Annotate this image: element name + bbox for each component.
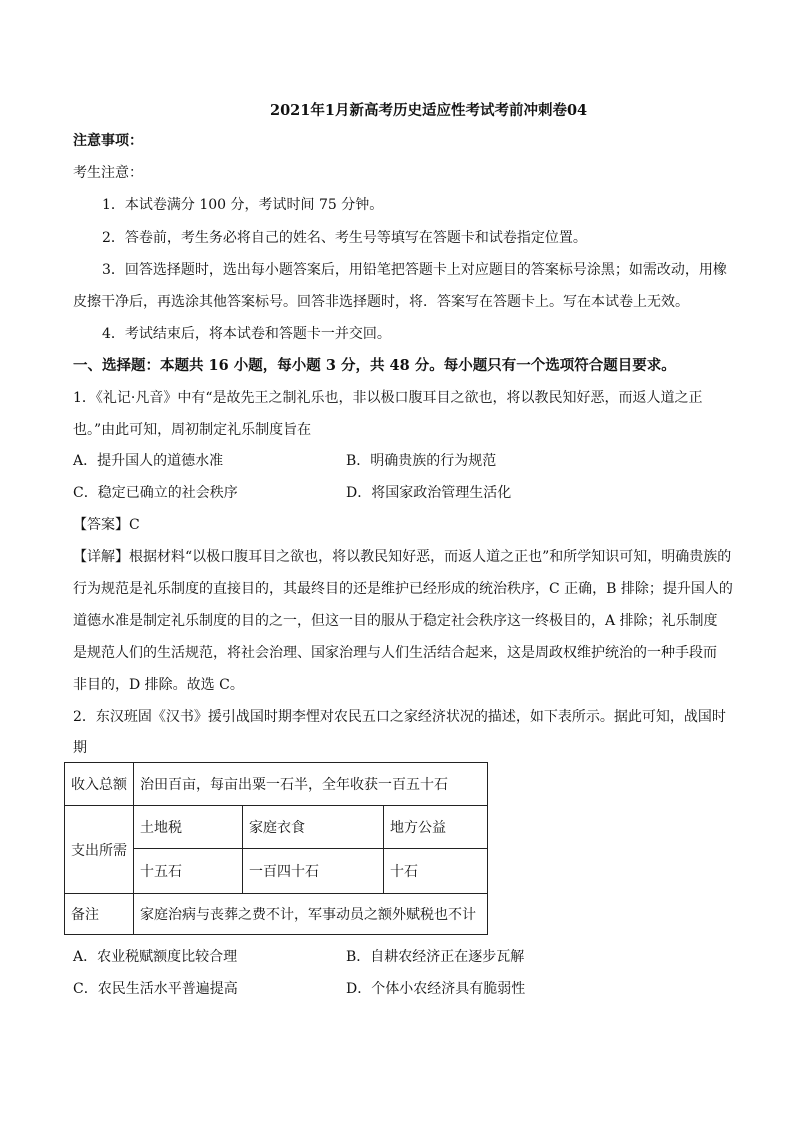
expense-value-public-welfare: 十石 [384,849,488,894]
q1-option-a: A．提升国人的道德水准 [73,453,224,469]
expense-label: 支出所需 [65,806,134,894]
table-row [65,763,488,806]
q1-stem-line1: 1．《礼记·凡音》中有“是故先王之制礼乐也，非以极口腹耳目之欲也，将以教民知好恶，而返人道之正 [73,390,703,406]
notice-item-3: 3．回答选择题时，选出每小题答案后，用铅笔把答题卡上对应题目的答案标号涂黑；如需改动，用橡 [102,262,727,278]
q1-answer: 【答案】C [73,517,140,533]
q1-stem-line2: 也。”由此可知，周初制定礼乐制度旨在 [73,422,312,438]
q1-explain-line2: 行为规范是礼乐制度的直接目的，其最终目的还是维护已经形成的统治秩序，C 正确，B 排除；提升国人的 [73,581,733,597]
notice-item-3-cont: 皮擦干净后，再选涂其他答案标号。回答非选择题时，将．答案写在答题卡上。写在本试卷上无效。 [73,294,689,310]
q1-explain-line3: 道德水准是制定礼乐制度的目的之一，但这一目的服从于稳定社会秩序这一终极目的，A 排除；礼乐制度 [73,613,718,629]
q1-explain-line5: 非目的，D 排除。故选 C。 [73,677,244,693]
page-title: 2021年1月新高考历史适应性考试考前冲刺卷04 [270,102,588,119]
q1-option-d: D．将国家政治管理生活化 [346,485,512,501]
q1-explain-line4: 是规范人们的生活规范，将社会治理、国家治理与人们生活结合起来，这是周政权维护统治的一种手段而 [73,645,717,661]
income-value: 治田百亩，每亩出粟一石半，全年收获一百五十石 [134,763,488,806]
q1-option-b: B．明确贵族的行为规范 [346,453,497,469]
expense-header-land-tax: 土地税 [134,806,243,849]
notice-intro: 考生注意： [73,165,143,181]
notice-item-2: 2．答卷前，考生务必将自己的姓名、考生号等填写在答题卡和试卷指定位置。 [102,230,587,246]
q2-stem-line2: 期 [73,740,87,756]
table-row [65,806,488,849]
q1-option-c: C．稳定已确立的社会秩序 [73,485,238,501]
q2-data-table [64,762,488,935]
q2-option-c: C．农民生活水平普遍提高 [73,981,238,997]
notice-item-4: 4．考试结束后，将本试卷和答题卡一并交回。 [102,326,391,342]
q2-option-a: A．农业税赋额度比较合理 [73,949,238,965]
expense-header-public-welfare: 地方公益 [384,806,488,849]
q2-option-b: B．自耕农经济正在逐步瓦解 [346,949,525,965]
expense-value-land-tax: 十五石 [134,849,243,894]
expense-value-food-clothing: 一百四十石 [243,849,384,894]
q1-explain-line1: 【详解】根据材料“以极口腹耳目之欲也，将以教民知好恶，而返人道之正也”和所学知识可知，明确贵族的 [73,549,732,565]
section-heading: 一、选择题：本题共 16 小题，每小题 3 分，共 48 分。每小题只有一个选项符合题目要求。 [73,357,676,374]
income-label: 收入总额 [65,763,134,806]
notice-item-1: 1．本试卷满分 100 分，考试时间 75 分钟。 [102,197,384,213]
note-value: 家庭治病与丧葬之费不计，军事动员之额外赋税也不计 [134,894,488,935]
table-row [65,894,488,935]
q2-stem-line1: 2．东汉班固《汉书》援引战国时期李悝对农民五口之家经济状况的描述，如下表所示。据此可知，战国时 [73,709,726,725]
expense-header-food-clothing: 家庭衣食 [243,806,384,849]
q2-option-d: D．个体小农经济具有脆弱性 [346,981,526,997]
notice-heading: 注意事项： [73,133,143,149]
note-label: 备注 [65,894,134,935]
